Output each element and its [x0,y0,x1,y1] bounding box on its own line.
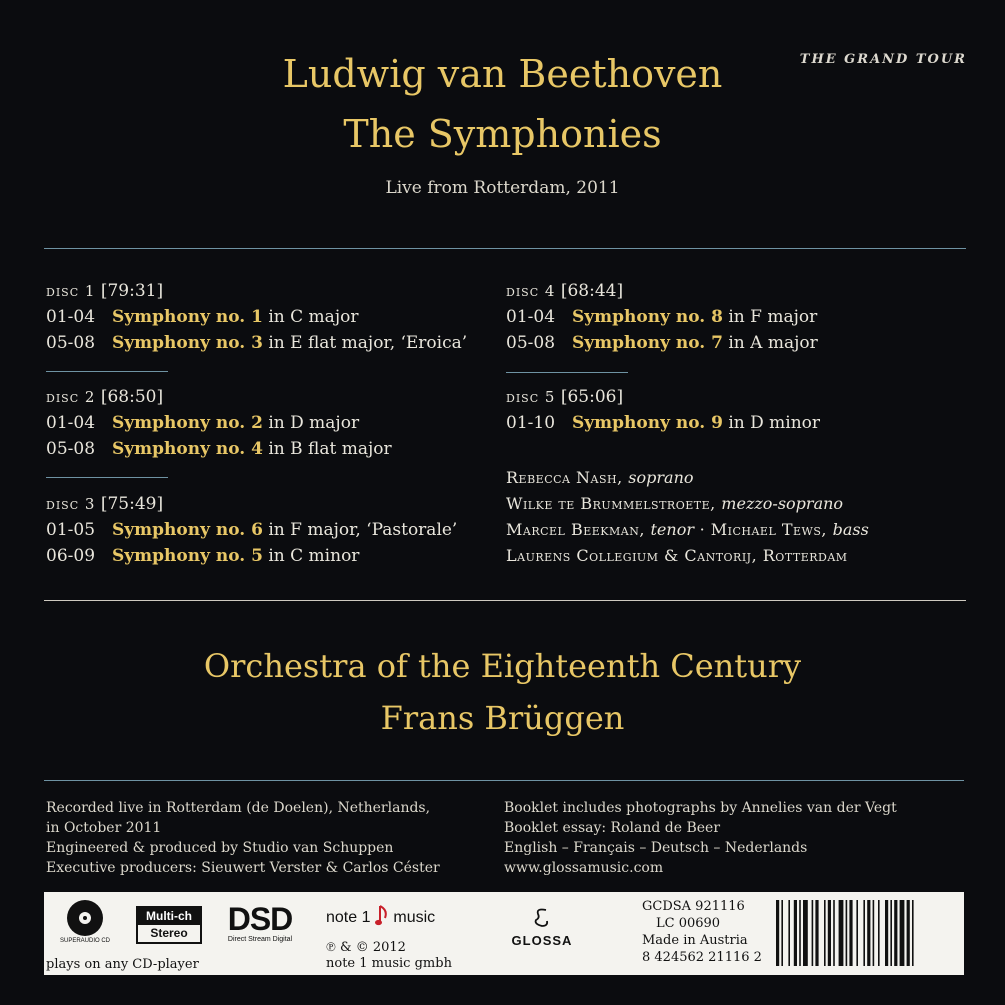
performers: Rebecca Nash, soprano Wilke te Brummelstroete, mezzo-soprano Marcel Beekman, tenor · Michael Tews, bass Laurens Collegium & Cantorij, Rotterdam [506,468,869,565]
barcode-bar [781,900,783,966]
glossa-mark-icon [533,906,551,928]
disc-duration: [68:44] [560,281,624,301]
note1-logo: note 1 music [326,904,435,928]
barcode-bar [890,900,892,966]
disc-5 [506,384,820,436]
disc-duration: [65:06] [560,387,624,407]
sacd-logo: SUPERAUDIO CD [56,898,114,944]
credits-left: Recorded live in Rotterdam (de Doelen), Netherlands, in October 2011 Engineered & produced by Studio van Schuppen Executive producers: Sieuwert Verster & Carlos Céster [46,800,440,876]
disc-2 [46,384,392,462]
divider-disc [46,371,168,372]
barcode-bar [900,900,905,966]
barcode-bar [885,900,888,966]
sacd-disc-icon [65,898,105,938]
label-credits: ℗ & © 2012 note 1 music gmbh [326,940,452,971]
barcode-bar [878,900,880,966]
divider-disc [46,477,168,478]
disc-duration: [79:31] [100,281,164,301]
barcode-bar [863,900,865,966]
music-note-icon [375,904,389,928]
ensemble [0,640,1005,744]
track-row: 01-10 Symphony no. 9 in D minor [506,413,821,433]
disc-4 [506,278,818,356]
track-row: 05-08 Symphony no. 4 in B flat major [46,439,392,459]
divider-disc [506,372,628,373]
barcode-bar [894,900,897,966]
disc-duration: [68:50] [100,387,164,407]
barcode-bar [794,900,797,966]
disc-duration: [75:49] [100,494,164,514]
plays-note: plays on any CD-player [46,957,199,972]
divider-bottom [44,780,964,781]
barcode-bar [912,900,914,966]
barcode-bar [788,900,790,966]
barcode-bar [833,900,835,966]
disc-label: disc 1 [46,282,96,300]
track-row: 01-04 Symphony no. 1 in C major [46,307,359,327]
multichannel-badge: Multi-ch Stereo [136,906,202,944]
track-row: 01-04 Symphony no. 8 in F major [506,307,818,327]
disc-label: disc 2 [46,388,96,406]
disc-label: disc 5 [506,388,556,406]
barcode-graphic [774,900,954,966]
track-row: 01-05 Symphony no. 6 in F major, ‘Pastorale’ [46,520,458,540]
barcode-bar [907,900,910,966]
barcode-bar [849,900,852,966]
disc-label: disc 3 [46,495,96,513]
work-title: The Symphonies [343,112,662,156]
barcode-bar [867,900,870,966]
barcode-bar [873,900,875,966]
divider-middle [44,600,966,601]
disc-label: disc 4 [506,282,556,300]
orchestra-name: Orchestra of the Eighteenth Century [203,647,802,685]
barcode-bar [815,900,818,966]
divider-top [44,248,966,249]
glossa-logo: GLOSSA [502,906,582,948]
barcode-bar [839,900,844,966]
barcode-bar [856,900,858,966]
track-row: 01-04 Symphony no. 2 in D major [46,413,360,433]
series-title: THE GRAND TOUR [799,52,967,67]
dsd-logo: DSD Direct Stream Digital [227,901,293,943]
track-row: 05-08 Symphony no. 7 in A major [506,333,818,353]
track-row: 06-09 Symphony no. 5 in C minor [46,546,360,566]
track-row: 05-08 Symphony no. 3 in E flat major, ‘Eroica’ [46,333,468,353]
disc-1 [46,278,467,356]
barcode-bar [776,900,779,966]
subtitle: Live from Rotterdam, 2011 [385,178,620,198]
barcode-bar [824,900,826,966]
barcode-bar [828,900,831,966]
composer-name: Ludwig van Beethoven [282,52,723,96]
credits-right: Booklet includes photographs by Annelies van der Vegt Booklet essay: Roland de Beer English – Français – Deutsch – Nederlands www.glossamusic.com [504,800,897,876]
barcode-bar [812,900,814,966]
barcode [774,900,954,966]
catalog-info: GCDSA 921116 LC 00690 Made in Austria 8 424562 21116 2 [642,899,762,965]
barcode-bar [799,900,801,966]
barcode-bar [846,900,848,966]
barcode-bar [803,900,808,966]
conductor-name: Frans Brüggen [380,699,625,737]
disc-3 [46,491,457,569]
